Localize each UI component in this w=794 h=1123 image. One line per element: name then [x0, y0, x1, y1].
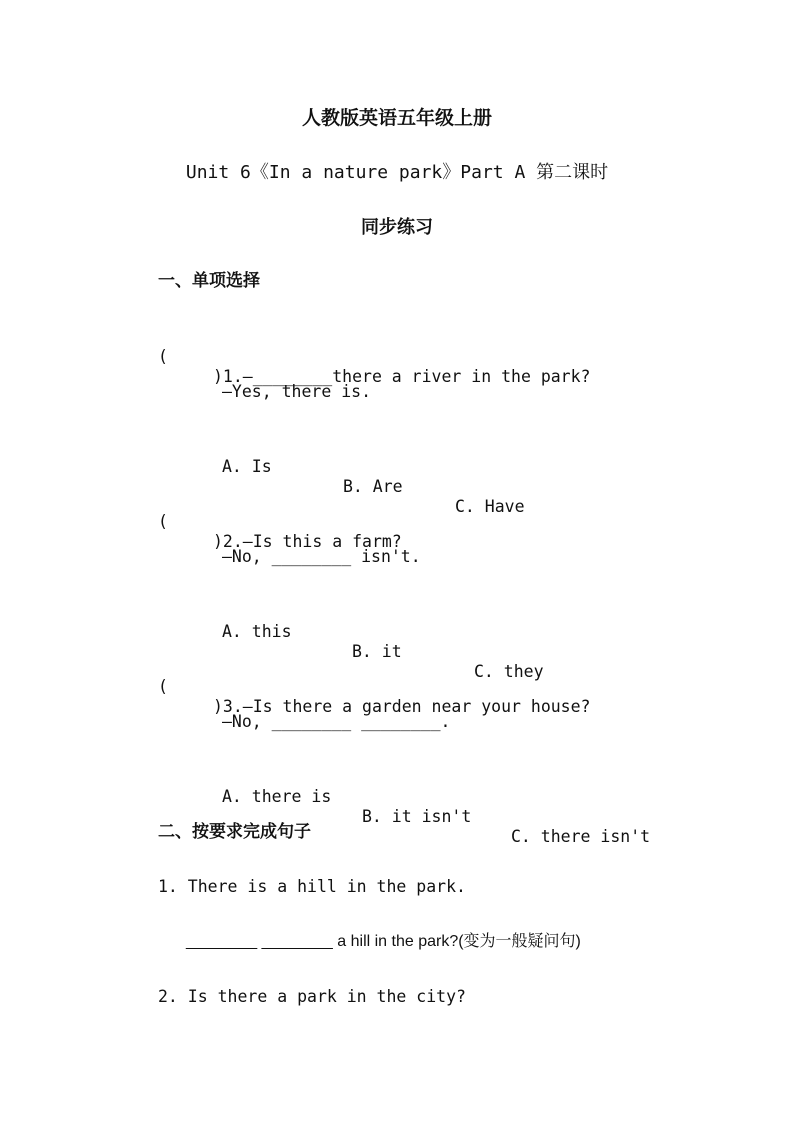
question-prompt: )1.—________there a river in the park?	[213, 367, 591, 386]
section-heading-complete: 二、按要求完成句子	[158, 822, 311, 842]
answer-paren: (	[158, 347, 168, 366]
option-c: C. Have	[455, 497, 525, 516]
answer-paren: (	[158, 677, 168, 696]
page-subtitle-2: 同步练习	[361, 217, 433, 238]
question-options	[222, 767, 662, 867]
option-c: C. there isn't	[511, 827, 651, 846]
option-a: A. this	[222, 622, 292, 641]
exercise-sentence-2: 2. Is there a park in the city?	[158, 987, 466, 1006]
question-answer-line: —No, ________ ________.	[222, 712, 451, 731]
option-b: B. it	[352, 642, 402, 661]
exercise-fill-line-1: ________ ________ a hill in the park?(变为一般疑问句)	[186, 933, 581, 950]
question-prompt: )2.—Is this a farm?	[213, 532, 402, 551]
answer-paren: (	[158, 512, 168, 531]
question-answer-line: —No, ________ isn't.	[222, 547, 421, 566]
exercise-sentence-1: 1. There is a hill in the park.	[158, 877, 466, 896]
option-a: A. there is	[222, 787, 332, 806]
option-b: B. Are	[343, 477, 403, 496]
question-prompt: )3.—Is there a garden near your house?	[213, 697, 591, 716]
option-a: A. Is	[222, 457, 272, 476]
option-b: B. it isn't	[362, 807, 472, 826]
question-options	[222, 602, 622, 702]
section-heading-choice: 一、单项选择	[158, 271, 260, 291]
page-subtitle: Unit 6《In a nature park》Part A 第二课时	[185, 162, 609, 183]
page-title: 人教版英语五年级上册	[301, 107, 492, 129]
question-options	[222, 437, 622, 537]
option-c: C. they	[474, 662, 544, 681]
question-answer-line: —Yes, there is.	[222, 382, 372, 401]
